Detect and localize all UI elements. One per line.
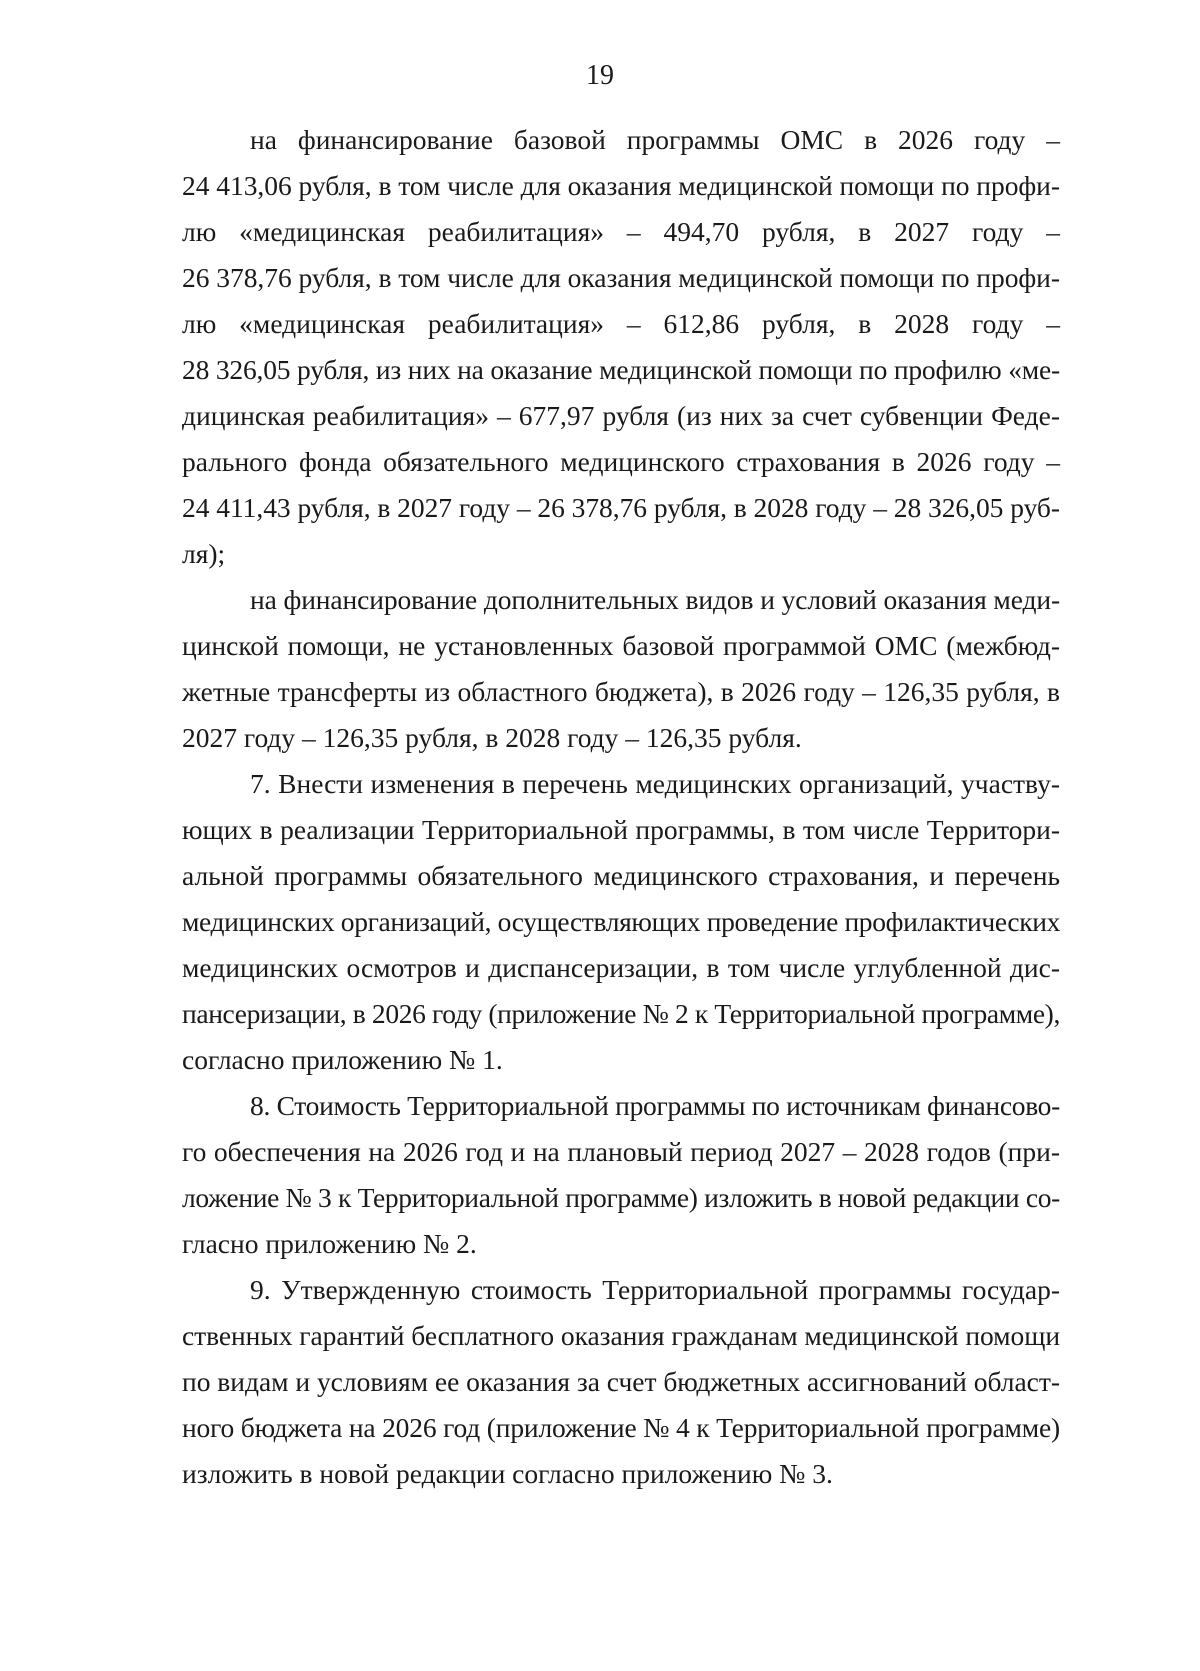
text-line: ственных гарантий бесплатного оказания гражданам медицинской помощи	[182, 1320, 1060, 1351]
text-line: изложить в новой редакции согласно приложению № 3.	[182, 1458, 833, 1489]
paragraph-item-7	[182, 761, 1060, 1083]
document-body	[182, 117, 1060, 1497]
text-line: пансеризации, в 2026 году (приложение № 2 к Территориальной программе),	[182, 998, 1060, 1029]
text-line: 28 326,05 рубля, из них на оказание медицинской помощи по профилю «ме-	[182, 354, 1060, 385]
text-line: гласно приложению № 2.	[182, 1228, 477, 1259]
text-line: 2027 году – 126,35 рубля, в 2028 году – 126,35 рубля.	[182, 722, 802, 753]
paragraph-item-8	[182, 1083, 1060, 1267]
text-line: дицинская реабилитация» – 677,97 рубля (из них за счет субвенции Феде-	[182, 400, 1060, 431]
text-line: ющих в реализации Территориальной программы, в том числе Территори-	[182, 814, 1060, 845]
text-line: альной программы обязательного медицинского страхования, и перечень	[182, 860, 1060, 891]
text-line: по видам и условиям ее оказания за счет бюджетных ассигнований област-	[182, 1366, 1060, 1397]
paragraph-item-9	[182, 1267, 1060, 1497]
text-line: лю «медицинская реабилитация» – 612,86 рубля, в 2028 году –	[182, 308, 1060, 339]
text-line: 7. Внести изменения в перечень медицинских организаций, участву-	[250, 768, 1060, 799]
text-line: ля);	[182, 538, 226, 569]
paragraph-financing-additional	[182, 577, 1060, 761]
text-line: медицинских организаций, осуществляющих проведение профилактических	[182, 906, 1060, 937]
page-number: 19	[586, 60, 614, 91]
text-line: 26 378,76 рубля, в том числе для оказания медицинской помощи по профи-	[182, 262, 1060, 293]
text-line: 24 413,06 рубля, в том числе для оказания медицинской помощи по профи-	[182, 170, 1060, 201]
text-line: жетные трансферты из областного бюджета), в 2026 году – 126,35 рубля, в	[182, 676, 1060, 707]
text-line: медицинских осмотров и диспансеризации, в том числе углубленной дис-	[182, 952, 1060, 983]
text-line: ложение № 3 к Территориальной программе) изложить в новой редакции со-	[182, 1182, 1060, 1213]
text-line: го обеспечения на 2026 год и на плановый период 2027 – 2028 годов (при-	[182, 1136, 1060, 1167]
text-line: 8. Стоимость Территориальной программы по источникам финансово-	[250, 1090, 1060, 1121]
paragraph-financing-basic-program	[182, 117, 1060, 577]
text-line: согласно приложению № 1.	[182, 1044, 503, 1075]
text-line: на финансирование базовой программы ОМС в 2026 году –	[250, 124, 1060, 155]
text-line: цинской помощи, не установленных базовой программой ОМС (межбюд-	[182, 630, 1060, 661]
text-line: рального фонда обязательного медицинского страхования в 2026 году –	[182, 446, 1060, 477]
text-line: ного бюджета на 2026 год (приложение № 4 к Территориальной программе)	[182, 1412, 1060, 1443]
text-line: на финансирование дополнительных видов и условий оказания меди-	[250, 584, 1060, 615]
text-line: лю «медицинская реабилитация» – 494,70 рубля, в 2027 году –	[182, 216, 1060, 247]
text-line: 9. Утвержденную стоимость Территориальной программы государ-	[250, 1274, 1060, 1305]
text-line: 24 411,43 рубля, в 2027 году – 26 378,76 рубля, в 2028 году – 28 326,05 руб-	[182, 492, 1060, 523]
